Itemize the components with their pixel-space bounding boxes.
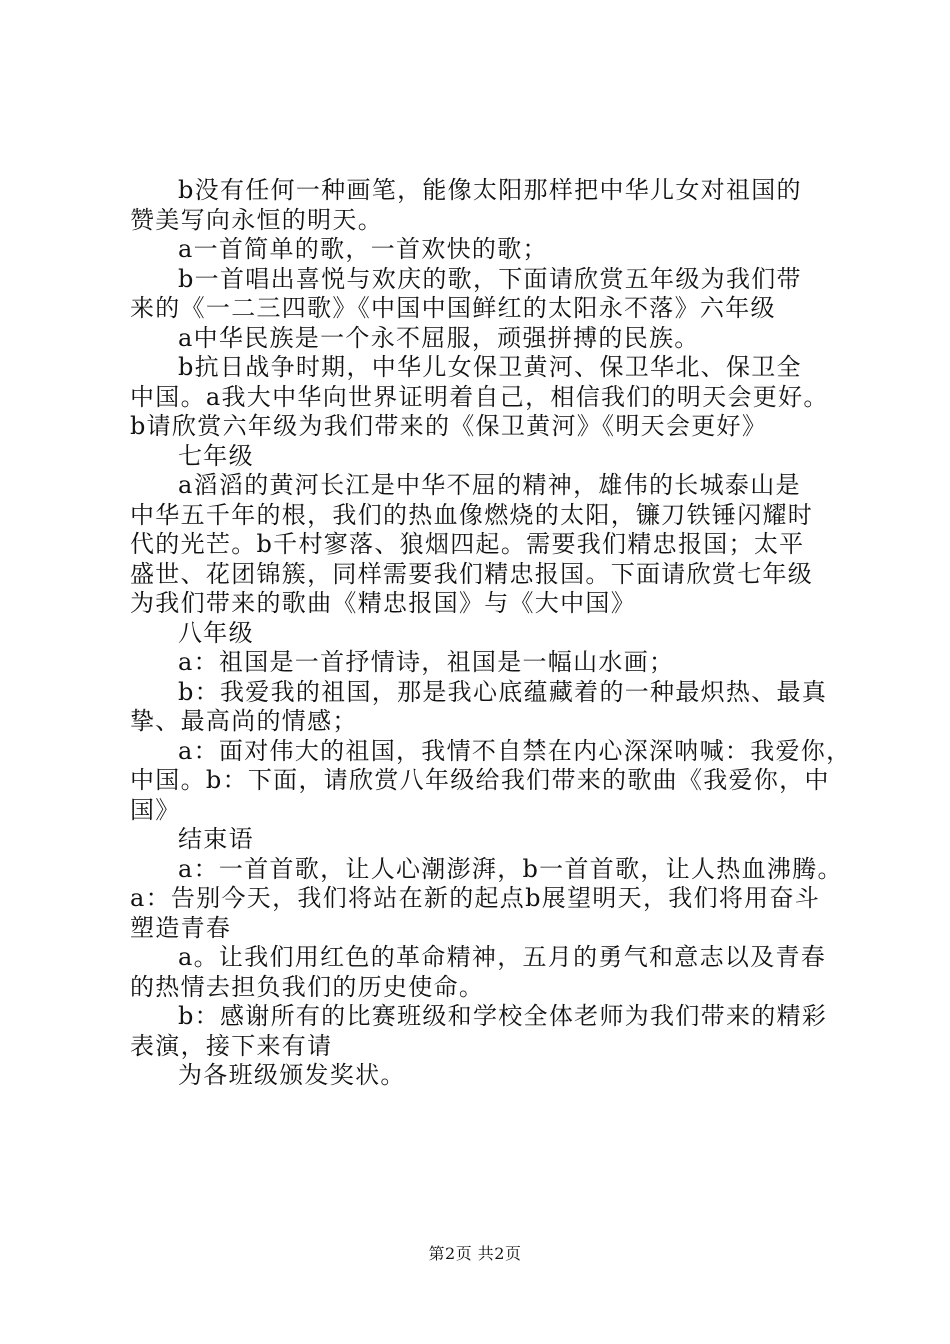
text-line: 国》 bbox=[130, 795, 181, 824]
text-line: a：告别今天，我们将站在新的起点b展望明天，我们将用奋斗 bbox=[130, 884, 821, 912]
section-heading: 七年级 bbox=[178, 441, 254, 470]
text-line: a一首简单的歌，一首欢快的歌； bbox=[178, 235, 548, 263]
text-line: a：面对伟大的祖国，我情不自禁在内心深深呐喊：我爱你， bbox=[178, 736, 852, 765]
text-line: a滔滔的黄河长江是中华不屈的精神，雄伟的长城泰山是 bbox=[178, 471, 801, 499]
text-line: b抗日战争时期，中华儿女保卫黄河、保卫华北、保卫全 bbox=[178, 353, 802, 381]
text-line: a中华民族是一个永不屈服，顽强拼搏的民族。 bbox=[178, 323, 700, 352]
section-heading: 八年级 bbox=[178, 618, 254, 647]
text-line: 的热情去担负我们的历史使命。 bbox=[130, 972, 485, 1001]
text-line: 中华五千年的根，我们的热血像燃烧的太阳，镰刀铁锤闪耀时 bbox=[130, 500, 814, 529]
text-line: 表演，接下来有请 bbox=[130, 1031, 333, 1060]
text-line: 为我们带来的歌曲《精忠报国》与《大中国》 bbox=[130, 589, 636, 617]
text-line: 赞美写向永恒的明天。 bbox=[130, 205, 383, 234]
page-footer bbox=[0, 1244, 950, 1264]
text-line: a：一首首歌，让人心潮澎湃，b一首首歌，让人热血沸腾。 bbox=[178, 854, 843, 883]
text-line: b没有任何一种画笔，能像太阳那样把中华儿女对祖国的 bbox=[178, 176, 802, 204]
text-line: 来的《一二三四歌》《中国中国鲜红的太阳永不落》六年级 bbox=[130, 294, 776, 322]
text-line: a：祖国是一首抒情诗，祖国是一幅山水画； bbox=[178, 648, 675, 676]
text-line: b：感谢所有的比赛班级和学校全体老师为我们带来的精彩 bbox=[178, 1002, 828, 1030]
text-line: b：我爱我的祖国，那是我心底蕴藏着的一种最炽热、最真 bbox=[178, 677, 828, 706]
text-line: 中国。a我大中华向世界证明着自己，相信我们的明天会更好。 bbox=[130, 382, 829, 411]
text-line: b请欣赏六年级为我们带来的《保卫黄河》《明天会更好》 bbox=[130, 412, 768, 440]
document-body bbox=[130, 176, 852, 1091]
text-line: 为各班级颁发奖状。 bbox=[178, 1061, 406, 1089]
text-line: a。让我们用红色的革命精神，五月的勇气和意志以及青春 bbox=[178, 943, 827, 971]
text-line: 挚、最高尚的情感； bbox=[130, 707, 358, 735]
text-line: 塑造青春 bbox=[130, 913, 232, 942]
text-line: 中国。b：下面，请欣赏八年级给我们带来的歌曲《我爱你，中 bbox=[130, 766, 830, 794]
page-number: 第2页 共2页 bbox=[428, 1244, 522, 1263]
text-line: b一首唱出喜悦与欢庆的歌，下面请欣赏五年级为我们带 bbox=[178, 264, 802, 293]
section-heading: 结束语 bbox=[178, 825, 254, 853]
text-line: 代的光芒。b千村寥落、狼烟四起。需要我们精忠报国；太平 bbox=[130, 530, 805, 558]
text-line: 盛世、花团锦簇，同样需要我们精忠报国。下面请欣赏七年级 bbox=[130, 559, 814, 588]
